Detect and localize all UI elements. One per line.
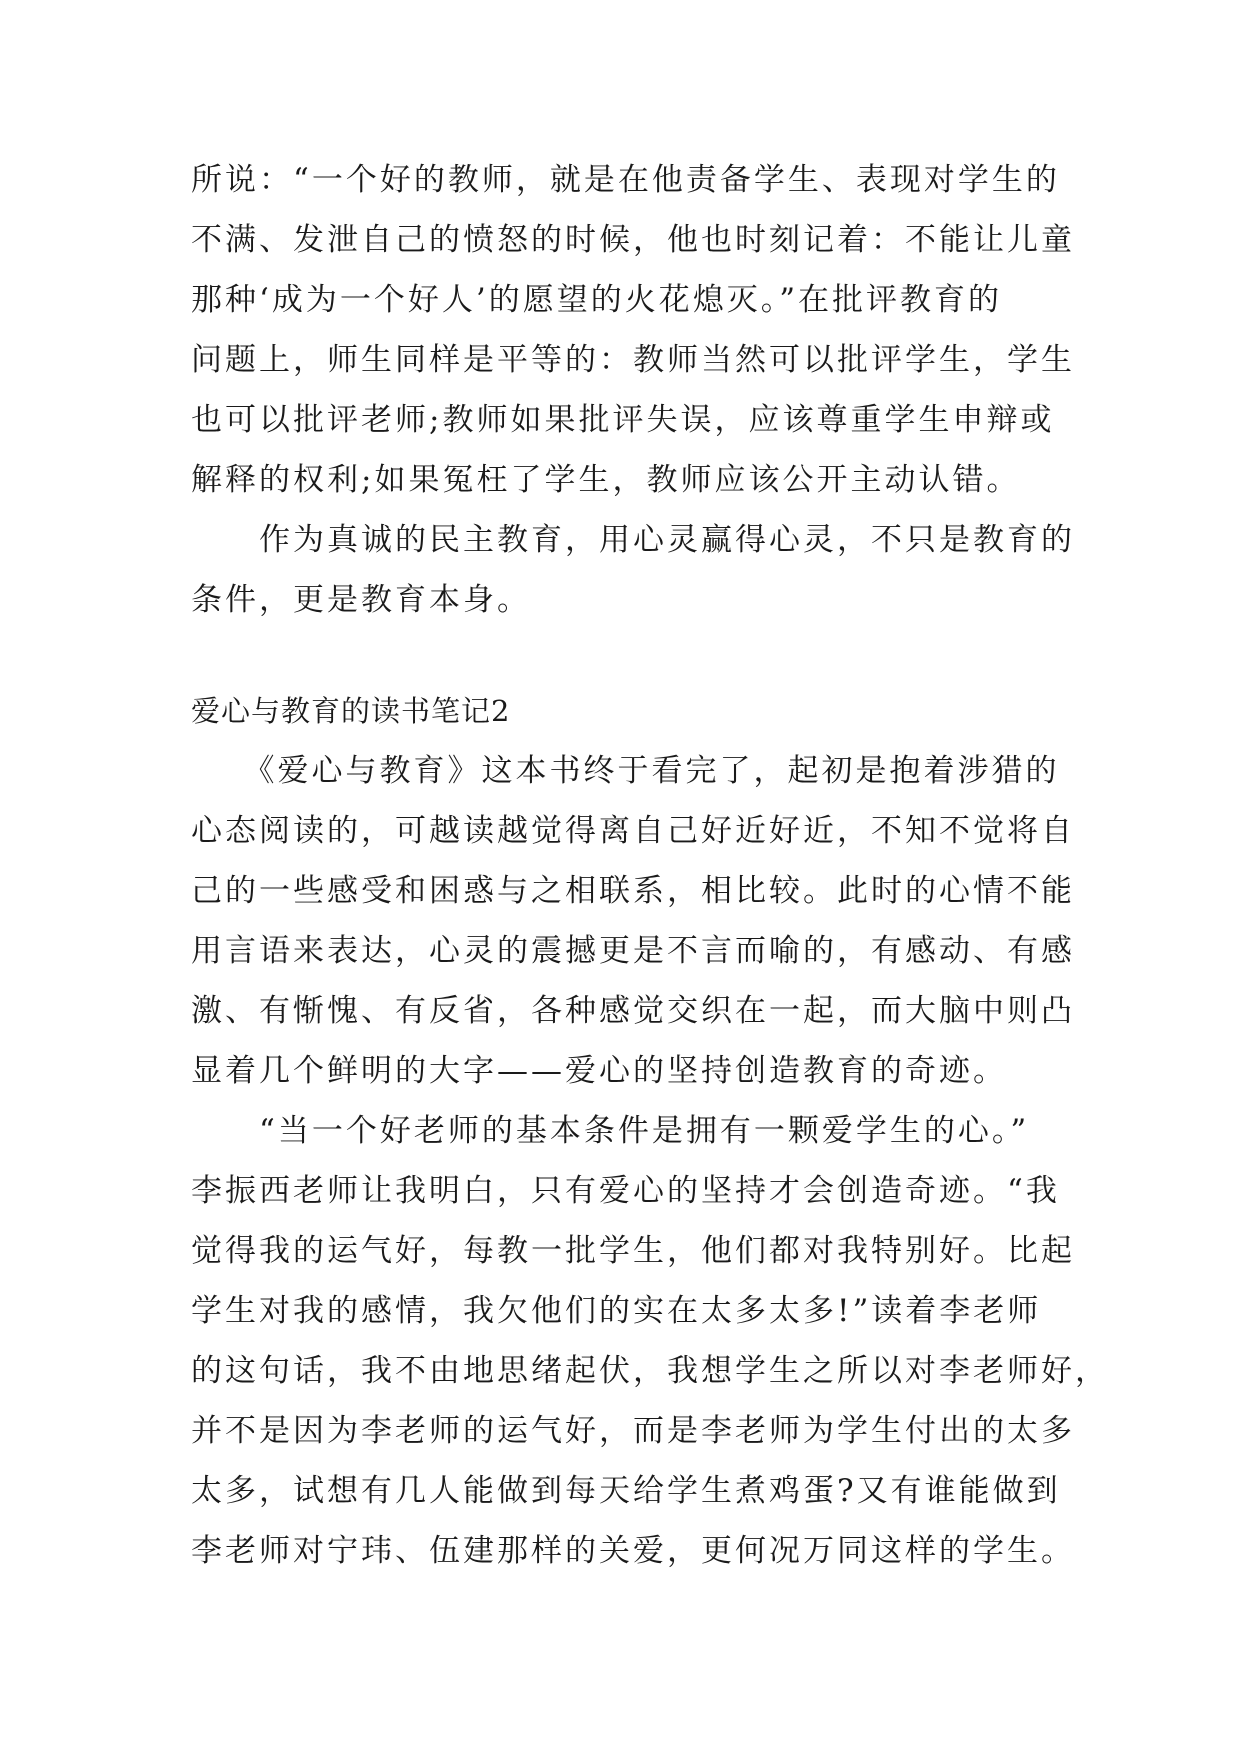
paragraph-line: 显着几个鲜明的大字——爱心的坚持创造教育的奇迹。 [191,1053,1007,1089]
paragraph-line: 用言语来表达，心灵的震撼更是不言而喻的，有感动、有感 [191,933,1075,969]
section-heading: 爱心与教育的读书笔记2 [191,694,511,728]
paragraph-line: 那种‘成为一个好人’的愿望的火花熄灭。”在批评教育的 [191,282,1003,318]
paragraph-line: 李老师对宁玮、伍建那样的关爱，更何况万同这样的学生。 [191,1533,1075,1569]
paragraph-line: 激、有惭愧、有反省，各种感觉交织在一起，而大脑中则凸 [191,993,1075,1029]
paragraph-line: 并不是因为李老师的运气好，而是李老师为学生付出的太多 [191,1413,1075,1449]
paragraph-line: 太多，试想有几人能做到每天给学生煮鸡蛋?又有谁能做到 [191,1473,1061,1509]
paragraph-line: 的这句话，我不由地思绪起伏，我想学生之所以对李老师好， [191,1353,1109,1389]
paragraph-line: 《爱心与教育》这本书终于看完了，起初是抱着涉猎的 [191,753,1060,789]
paragraph-line: 所说：“一个好的教师，就是在他责备学生、表现对学生的 [191,162,1060,198]
paragraph-line: 心态阅读的，可越读越觉得离自己好近好近，不知不觉将自 [191,813,1075,849]
paragraph-line: “当一个好老师的基本条件是拥有一颗爱学生的心。” [191,1113,1030,1149]
paragraph-line: 作为真诚的民主教育，用心灵赢得心灵，不只是教育的 [191,522,1075,558]
paragraph-line: 不满、发泄自己的愤怒的时候，他也时刻记着：不能让儿童 [191,222,1075,258]
paragraph-line: 觉得我的运气好，每教一批学生，他们都对我特别好。比起 [191,1233,1075,1269]
paragraph-line: 问题上，师生同样是平等的：教师当然可以批评学生，学生 [191,342,1075,378]
paragraph-line: 条件，更是教育本身。 [191,582,531,618]
paragraph-line: 李振西老师让我明白，只有爱心的坚持才会创造奇迹。“我 [191,1173,1060,1209]
section-2-body [191,741,1109,1581]
paragraph-line: 也可以批评老师;教师如果批评失误，应该尊重学生申辩或 [191,402,1055,438]
paragraph-line: 己的一些感受和困惑与之相联系，相比较。此时的心情不能 [191,873,1075,909]
section-1-body [191,150,1075,630]
paragraph-line: 解释的权利;如果冤枉了学生，教师应该公开主动认错。 [191,462,1021,498]
paragraph-line: 学生对我的感情，我欠他们的实在太多太多!”读着李老师 [191,1293,1042,1329]
